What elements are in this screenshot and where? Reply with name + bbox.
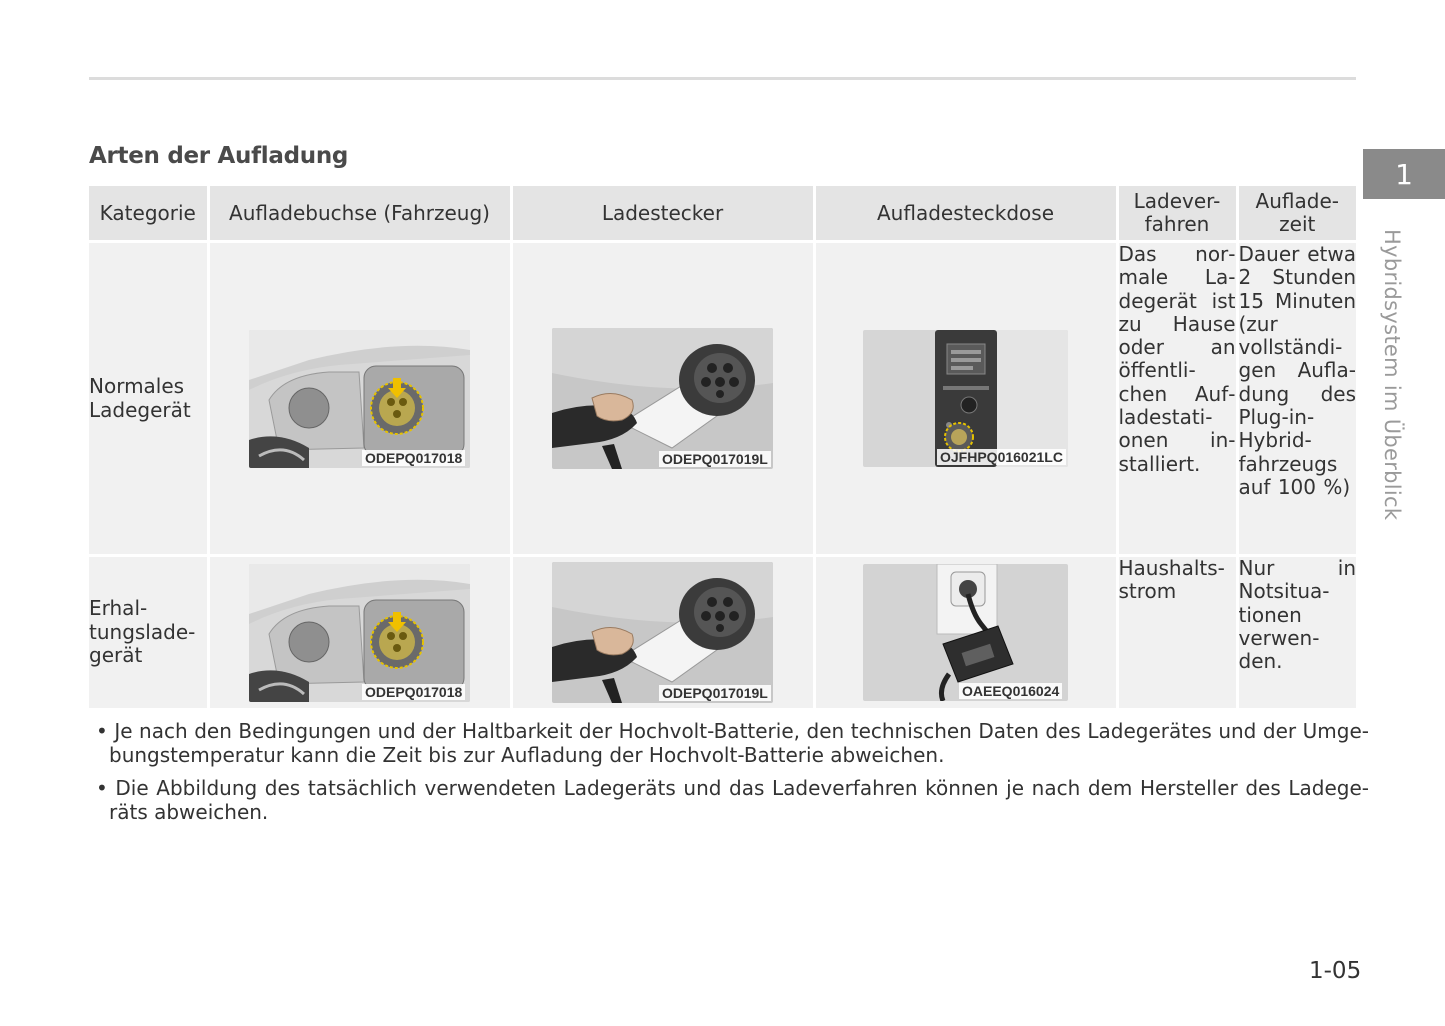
charging-types-table [89, 186, 1356, 711]
charging-time-cell: Nur in Notsituationen verwenden. [1237, 556, 1356, 710]
header-ladestecker: Ladestecker [511, 186, 814, 242]
category-cell: Erhal- tungslade- gerät [89, 556, 208, 710]
vehicle-charging-port-image [249, 330, 470, 468]
outlet-cell [814, 556, 1117, 710]
top-rule [89, 77, 1356, 80]
connector-cell [511, 556, 814, 710]
charging-time-cell: Dauer etwa 2 Stunden 15 Minuten (zur vollständigen Aufladung des Plug-in-Hybridfahrzeugs auf 100 %) [1237, 242, 1356, 556]
charging-method-cell: Das normale Ladegerät ist zu Hause oder an öffentlichen Aufladestationen installiert. [1117, 242, 1237, 556]
image-code: ODEPQ017019L [659, 685, 771, 701]
image-code: ODEPQ017018 [362, 450, 465, 466]
household-socket-image [863, 564, 1068, 701]
vehicle-socket-cell [208, 556, 511, 710]
chapter-tab[interactable]: 1 [1363, 149, 1445, 199]
charging-plug-image [552, 562, 773, 703]
section-title: Arten der Aufladung [89, 143, 349, 169]
category-cell: Normales Ladegerät [89, 242, 208, 556]
image-code: OAEEQ016024 [959, 683, 1062, 699]
side-chapter-title: Hybridsystem im Überblick [1380, 229, 1404, 521]
header-ladeverfahren: Ladever- fahren [1117, 186, 1237, 242]
table-row-maintenance-charger [89, 556, 1356, 710]
header-kategorie: Kategorie [89, 186, 208, 242]
note-battery-conditions: • Je nach den Bedingungen und der Haltbarkeit der Hochvolt-Batterie, den technischen Daten des Ladegerätes und der Umgebungstemperatur kann die Zeit bis zur Aufladung der Hochvolt-Batterie abweichen. [96, 719, 1369, 767]
image-code: OJFHPQ016021LC [937, 449, 1066, 465]
header-aufladesteckdose: Aufladesteckdose [814, 186, 1117, 242]
charging-method-cell: Haushaltsstrom [1117, 556, 1237, 710]
header-aufladezeit: Auflade- zeit [1237, 186, 1356, 242]
image-code: ODEPQ017018 [362, 684, 465, 700]
note-charger-manufacturer: • Die Abbildung des tatsächlich verwendeten Ladegeräts und das Ladeverfahren können je nach dem Hersteller des Ladegeräts abweichen. [96, 776, 1369, 824]
table-header-row [89, 186, 1356, 242]
outlet-cell [814, 242, 1117, 556]
image-code: ODEPQ017019L [659, 451, 771, 467]
connector-cell [511, 242, 814, 556]
vehicle-charging-port-image [249, 564, 470, 702]
vehicle-socket-cell [208, 242, 511, 556]
charging-station-image [863, 330, 1068, 467]
charging-plug-image [552, 328, 773, 469]
page-number: 1-05 [1309, 958, 1362, 984]
table-row-normal-charger [89, 242, 1356, 556]
header-aufladebuchse: Aufladebuchse (Fahrzeug) [208, 186, 511, 242]
